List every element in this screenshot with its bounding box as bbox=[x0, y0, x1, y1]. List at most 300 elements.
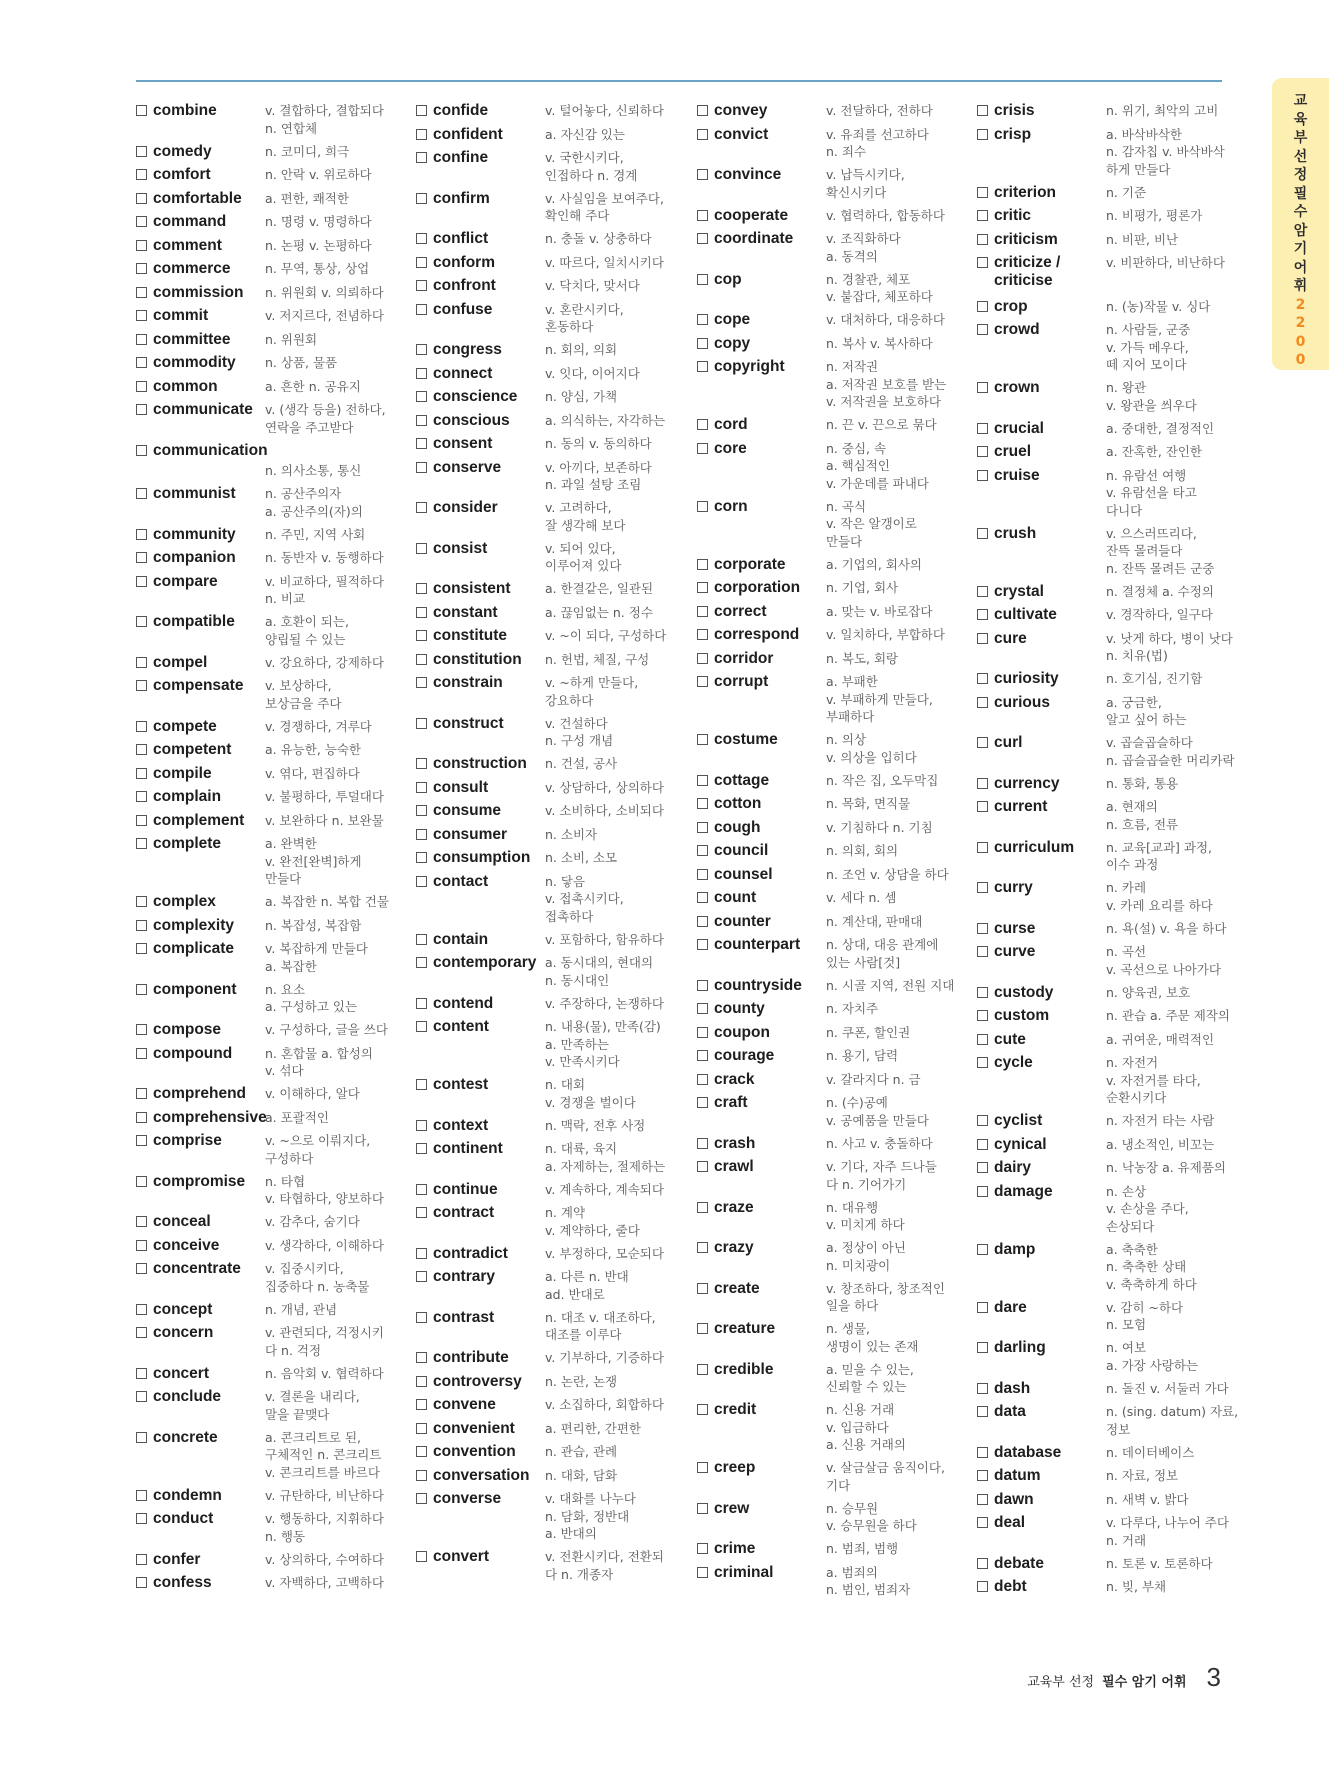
vocab-entry bbox=[136, 765, 414, 783]
checkbox-icon[interactable] bbox=[697, 274, 708, 285]
checkbox-icon[interactable] bbox=[416, 1446, 427, 1457]
vocab-word-wrap bbox=[416, 651, 548, 669]
checkbox-icon[interactable] bbox=[416, 1352, 427, 1363]
vocab-word: commodity bbox=[153, 354, 236, 371]
vocab-word: compromise bbox=[153, 1172, 246, 1190]
checkbox-icon[interactable] bbox=[977, 801, 988, 812]
vocab-word-wrap bbox=[697, 1280, 829, 1298]
checkbox-icon[interactable] bbox=[977, 446, 988, 457]
checkbox-icon[interactable] bbox=[416, 957, 427, 968]
checkbox-icon[interactable] bbox=[416, 233, 427, 244]
vocab-entry bbox=[697, 772, 975, 790]
vocab-entry bbox=[697, 650, 975, 668]
vocab-word: comedy bbox=[153, 142, 212, 160]
checkbox-icon[interactable] bbox=[416, 1493, 427, 1504]
checkbox-icon[interactable] bbox=[136, 1088, 147, 1099]
checkbox-icon[interactable] bbox=[136, 657, 147, 668]
vocab-word-wrap bbox=[136, 940, 268, 958]
checkbox-icon[interactable] bbox=[977, 586, 988, 597]
vocab-word-wrap bbox=[697, 311, 829, 329]
vocab-word-wrap bbox=[416, 1309, 548, 1327]
vocab-definition: a. 궁금한, 알고 싶어 하는 bbox=[1106, 694, 1187, 727]
vocab-entry bbox=[416, 365, 694, 383]
top-rule bbox=[136, 80, 1222, 82]
checkbox-icon[interactable] bbox=[136, 169, 147, 180]
vocab-word-wrap bbox=[977, 184, 1109, 202]
vocab-entry bbox=[136, 307, 414, 325]
vocab-word-wrap bbox=[136, 307, 268, 325]
checkbox-icon[interactable] bbox=[697, 169, 708, 180]
vocab-word-wrap bbox=[416, 1204, 548, 1222]
checkbox-icon[interactable] bbox=[416, 1248, 427, 1259]
checkbox-icon[interactable] bbox=[136, 1024, 147, 1035]
checkbox-icon[interactable] bbox=[977, 1470, 988, 1481]
word-column-4 bbox=[977, 102, 1255, 1602]
checkbox-icon[interactable] bbox=[697, 1202, 708, 1213]
checkbox-icon[interactable] bbox=[977, 105, 988, 116]
vocab-word-wrap bbox=[977, 1555, 1109, 1573]
checkbox-icon[interactable] bbox=[977, 129, 988, 140]
vocab-entry bbox=[416, 388, 694, 406]
checkbox-icon[interactable] bbox=[136, 357, 147, 368]
checkbox-icon[interactable] bbox=[697, 653, 708, 664]
checkbox-icon[interactable] bbox=[697, 1323, 708, 1334]
checkbox-icon[interactable] bbox=[697, 501, 708, 512]
checkbox-icon[interactable] bbox=[697, 338, 708, 349]
checkbox-icon[interactable] bbox=[416, 462, 427, 473]
checkbox-icon[interactable] bbox=[416, 998, 427, 1009]
vocab-definition: n. 무역, 통상, 상업 bbox=[265, 261, 370, 276]
checkbox-icon[interactable] bbox=[697, 869, 708, 880]
checkbox-icon[interactable] bbox=[416, 543, 427, 554]
vocab-entry bbox=[416, 580, 694, 598]
checkbox-icon[interactable] bbox=[136, 488, 147, 499]
checkbox-icon[interactable] bbox=[136, 576, 147, 587]
vocab-entry bbox=[697, 1071, 975, 1089]
vocab-word: copyright bbox=[714, 358, 785, 375]
checkbox-icon[interactable] bbox=[697, 361, 708, 372]
checkbox-icon[interactable] bbox=[136, 1112, 147, 1123]
checkbox-icon[interactable] bbox=[136, 744, 147, 755]
checkbox-icon[interactable] bbox=[977, 1406, 988, 1417]
checkbox-icon[interactable] bbox=[416, 105, 427, 116]
checkbox-icon[interactable] bbox=[977, 1581, 988, 1592]
checkbox-icon[interactable] bbox=[416, 1470, 427, 1481]
vocab-word: debate bbox=[994, 1554, 1044, 1572]
checkbox-icon[interactable] bbox=[416, 502, 427, 513]
checkbox-icon[interactable] bbox=[697, 129, 708, 140]
checkbox-icon[interactable] bbox=[697, 1161, 708, 1172]
vocab-definition: n. 경찰관, 체포 v. 붙잡다, 체포하다 bbox=[826, 271, 933, 304]
vocab-word-wrap bbox=[136, 765, 268, 783]
vocab-word: cynical bbox=[994, 1135, 1047, 1153]
vocab-definition: n. 상품, 물품 bbox=[265, 355, 338, 370]
vocab-word-wrap bbox=[697, 977, 829, 995]
vocab-entry bbox=[136, 166, 414, 184]
checkbox-icon[interactable] bbox=[136, 838, 147, 849]
vocab-word-wrap bbox=[136, 354, 268, 372]
checkbox-icon[interactable] bbox=[977, 324, 988, 335]
checkbox-icon[interactable] bbox=[697, 1027, 708, 1038]
checkbox-icon[interactable] bbox=[697, 798, 708, 809]
checkbox-icon[interactable] bbox=[416, 1376, 427, 1387]
vocab-definition: v. 이해하다, 알다 bbox=[265, 1086, 360, 1101]
checkbox-icon[interactable] bbox=[416, 280, 427, 291]
checkbox-icon[interactable] bbox=[136, 1304, 147, 1315]
vocab-word: counsel bbox=[714, 865, 773, 883]
vocab-entry bbox=[977, 839, 1255, 874]
vocab-word: consent bbox=[433, 435, 493, 452]
vocab-definition: n. 대회 v. 경쟁을 벌이다 bbox=[545, 1077, 636, 1110]
checkbox-icon[interactable] bbox=[416, 654, 427, 665]
checkbox-icon[interactable] bbox=[977, 528, 988, 539]
checkbox-icon[interactable] bbox=[977, 778, 988, 789]
checkbox-icon[interactable] bbox=[697, 822, 708, 833]
checkbox-icon[interactable] bbox=[416, 1271, 427, 1282]
checkbox-icon[interactable] bbox=[697, 105, 708, 116]
vocab-entry bbox=[136, 1510, 414, 1545]
vocab-entry bbox=[416, 1349, 694, 1367]
vocab-entry bbox=[697, 1024, 975, 1042]
checkbox-icon[interactable] bbox=[136, 105, 147, 116]
vocab-word-wrap bbox=[416, 499, 548, 517]
vocab-definition: v. 복잡하게 만들다 a. 복잡한 bbox=[265, 941, 368, 974]
vocab-word-wrap bbox=[697, 603, 829, 621]
vocab-word: convert bbox=[433, 1548, 489, 1565]
checkbox-icon[interactable] bbox=[977, 470, 988, 481]
checkbox-icon[interactable] bbox=[416, 304, 427, 315]
vocab-word: congress bbox=[433, 341, 502, 358]
vocab-word: crack bbox=[714, 1070, 755, 1088]
checkbox-icon[interactable] bbox=[416, 1021, 427, 1032]
vocab-definition: v. 자백하다, 고백하다 bbox=[265, 1575, 384, 1590]
vocab-definition: n. 비평가, 평론가 bbox=[1106, 208, 1203, 223]
checkbox-icon[interactable] bbox=[416, 438, 427, 449]
checkbox-icon[interactable] bbox=[136, 1432, 147, 1443]
vocab-word-wrap bbox=[136, 835, 268, 853]
vocab-word: comment bbox=[153, 236, 222, 254]
checkbox-icon[interactable] bbox=[416, 344, 427, 355]
checkbox-icon[interactable] bbox=[416, 1423, 427, 1434]
checkbox-icon[interactable] bbox=[697, 559, 708, 570]
vocab-definition: n. 자치주 bbox=[826, 1001, 879, 1016]
checkbox-icon[interactable] bbox=[697, 314, 708, 325]
vocab-definition: n. 소비자 bbox=[545, 826, 598, 842]
checkbox-icon[interactable] bbox=[136, 146, 147, 157]
checkbox-icon[interactable] bbox=[416, 852, 427, 863]
vocab-definition: a. 완벽한 v. 완전[완벽]하게 만들다 bbox=[265, 836, 362, 886]
checkbox-icon[interactable] bbox=[977, 1447, 988, 1458]
checkbox-icon[interactable] bbox=[977, 210, 988, 221]
checkbox-icon[interactable] bbox=[416, 193, 427, 204]
checkbox-icon[interactable] bbox=[977, 737, 988, 748]
checkbox-icon[interactable] bbox=[416, 391, 427, 402]
checkbox-icon[interactable] bbox=[136, 896, 147, 907]
checkbox-icon[interactable] bbox=[136, 768, 147, 779]
checkbox-icon[interactable] bbox=[416, 368, 427, 379]
side-tab bbox=[1272, 78, 1329, 370]
checkbox-icon[interactable] bbox=[977, 1342, 988, 1353]
checkbox-icon[interactable] bbox=[136, 616, 147, 627]
checkbox-icon[interactable] bbox=[977, 423, 988, 434]
checkbox-icon[interactable] bbox=[697, 1097, 708, 1108]
checkbox-icon[interactable] bbox=[697, 1404, 708, 1415]
checkbox-icon[interactable] bbox=[977, 842, 988, 853]
vocab-word-wrap bbox=[697, 166, 829, 184]
checkbox-icon[interactable] bbox=[136, 1490, 147, 1501]
checkbox-icon[interactable] bbox=[697, 629, 708, 640]
checkbox-icon[interactable] bbox=[697, 1567, 708, 1578]
checkbox-icon[interactable] bbox=[136, 552, 147, 563]
vocab-word-wrap bbox=[416, 1396, 548, 1414]
checkbox-icon[interactable] bbox=[416, 805, 427, 816]
checkbox-icon[interactable] bbox=[977, 1494, 988, 1505]
vocab-entry bbox=[136, 917, 414, 935]
checkbox-icon[interactable] bbox=[136, 791, 147, 802]
checkbox-icon[interactable] bbox=[697, 443, 708, 454]
checkbox-icon[interactable] bbox=[697, 1242, 708, 1253]
checkbox-icon[interactable] bbox=[136, 1327, 147, 1338]
checkbox-icon[interactable] bbox=[697, 892, 708, 903]
vocab-word: credible bbox=[714, 1360, 774, 1378]
checkbox-icon[interactable] bbox=[416, 876, 427, 887]
checkbox-icon[interactable] bbox=[977, 301, 988, 312]
vocab-word-wrap bbox=[977, 321, 1109, 339]
checkbox-icon[interactable] bbox=[977, 1186, 988, 1197]
checkbox-icon[interactable] bbox=[977, 1057, 988, 1068]
vocab-entry bbox=[977, 1007, 1255, 1025]
vocab-word-wrap bbox=[977, 1514, 1109, 1532]
vocab-definition: n. 대유행 v. 미치게 하다 bbox=[826, 1199, 905, 1232]
checkbox-icon[interactable] bbox=[977, 673, 988, 684]
vocab-word: component bbox=[153, 980, 237, 998]
checkbox-icon[interactable] bbox=[697, 1138, 708, 1149]
vocab-word: concern bbox=[153, 1324, 214, 1341]
checkbox-icon[interactable] bbox=[136, 381, 147, 392]
checkbox-icon[interactable] bbox=[977, 382, 988, 393]
checkbox-icon[interactable] bbox=[416, 1143, 427, 1154]
vocab-entry bbox=[977, 984, 1255, 1002]
checkbox-icon[interactable] bbox=[977, 987, 988, 998]
vocab-word: cop bbox=[714, 270, 742, 288]
vocab-word: controversy bbox=[433, 1372, 522, 1390]
vocab-definition: a. 흔한 n. 공유지 bbox=[265, 378, 361, 394]
side-tab-text: 교육부 선정 필수 암기 어휘 bbox=[1293, 93, 1308, 294]
vocab-entry bbox=[136, 1429, 414, 1482]
checkbox-icon[interactable] bbox=[977, 1517, 988, 1528]
checkbox-icon[interactable] bbox=[136, 1240, 147, 1251]
checkbox-icon[interactable] bbox=[416, 607, 427, 618]
vocab-entry bbox=[136, 378, 414, 396]
checkbox-icon[interactable] bbox=[416, 152, 427, 163]
checkbox-icon[interactable] bbox=[697, 1364, 708, 1375]
vocab-entry bbox=[697, 230, 975, 265]
vocab-word: compel bbox=[153, 653, 208, 671]
checkbox-icon[interactable] bbox=[977, 234, 988, 245]
checkbox-icon[interactable] bbox=[136, 1048, 147, 1059]
checkbox-icon[interactable] bbox=[977, 697, 988, 708]
checkbox-icon[interactable] bbox=[136, 1368, 147, 1379]
vocab-definition: v. 비판하다, 비난하다 bbox=[1106, 255, 1225, 270]
checkbox-icon[interactable] bbox=[977, 1034, 988, 1045]
vocab-word-wrap bbox=[416, 126, 548, 144]
checkbox-icon[interactable] bbox=[136, 1554, 147, 1565]
checkbox-icon[interactable] bbox=[697, 1462, 708, 1473]
checkbox-icon[interactable] bbox=[136, 334, 147, 345]
checkbox-icon[interactable] bbox=[697, 916, 708, 927]
checkbox-icon[interactable] bbox=[136, 1513, 147, 1524]
checkbox-icon[interactable] bbox=[416, 1079, 427, 1090]
checkbox-icon[interactable] bbox=[416, 718, 427, 729]
checkbox-icon[interactable] bbox=[416, 677, 427, 688]
vocab-word-wrap bbox=[416, 388, 548, 406]
vocab-word: creature bbox=[714, 1320, 776, 1337]
vocab-word: critic bbox=[994, 207, 1032, 224]
checkbox-icon[interactable] bbox=[697, 1543, 708, 1554]
checkbox-icon[interactable] bbox=[136, 287, 147, 298]
checkbox-icon[interactable] bbox=[697, 606, 708, 617]
checkbox-icon[interactable] bbox=[697, 1050, 708, 1061]
checkbox-icon[interactable] bbox=[697, 582, 708, 593]
vocab-definition: n. 저작권 a. 저작권 보호를 받는 v. 저작권을 보호하다 bbox=[826, 359, 947, 409]
checkbox-icon[interactable] bbox=[977, 633, 988, 644]
vocab-word-wrap bbox=[977, 1444, 1109, 1462]
checkbox-icon[interactable] bbox=[136, 310, 147, 321]
checkbox-icon[interactable] bbox=[977, 1558, 988, 1569]
checkbox-icon[interactable] bbox=[697, 1074, 708, 1085]
vocab-definition: n. 대화, 담화 bbox=[545, 1467, 618, 1483]
checkbox-icon[interactable] bbox=[136, 943, 147, 954]
checkbox-icon[interactable] bbox=[416, 415, 427, 426]
vocab-entry bbox=[697, 1564, 975, 1599]
checkbox-icon[interactable] bbox=[697, 1283, 708, 1294]
checkbox-icon[interactable] bbox=[136, 984, 147, 995]
vocab-word: currency bbox=[994, 774, 1060, 792]
vocab-word-wrap bbox=[697, 1135, 829, 1153]
checkbox-icon[interactable] bbox=[416, 257, 427, 268]
checkbox-icon[interactable] bbox=[697, 734, 708, 745]
checkbox-icon[interactable] bbox=[697, 1003, 708, 1014]
checkbox-icon[interactable] bbox=[977, 923, 988, 934]
checkbox-icon[interactable] bbox=[697, 1503, 708, 1514]
checkbox-icon[interactable] bbox=[977, 257, 988, 268]
checkbox-icon[interactable] bbox=[136, 404, 147, 415]
vocab-definition: v. 사실임을 보여주다, 확인해 주다 bbox=[545, 190, 664, 223]
checkbox-icon[interactable] bbox=[977, 609, 988, 620]
page-number: 3 bbox=[1206, 1662, 1221, 1692]
checkbox-icon[interactable] bbox=[136, 815, 147, 826]
checkbox-icon[interactable] bbox=[977, 1302, 988, 1313]
vocab-definition: v. 낫게 하다, 병이 낫다 n. 치유(법) bbox=[1106, 630, 1233, 663]
checkbox-icon[interactable] bbox=[416, 829, 427, 840]
vocab-word-wrap bbox=[977, 298, 1109, 316]
vocab-word-wrap bbox=[697, 673, 829, 691]
checkbox-icon[interactable] bbox=[416, 758, 427, 769]
vocab-definition: a. 복잡한 n. 복합 건물 bbox=[265, 894, 389, 909]
checkbox-icon[interactable] bbox=[136, 529, 147, 540]
vocab-entry bbox=[977, 583, 1255, 601]
checkbox-icon[interactable] bbox=[416, 1312, 427, 1323]
checkbox-icon[interactable] bbox=[977, 1383, 988, 1394]
checkbox-icon[interactable] bbox=[416, 1551, 427, 1562]
vocab-definition: v. 생각하다, 이해하다 bbox=[265, 1237, 384, 1253]
checkbox-icon[interactable] bbox=[697, 676, 708, 687]
checkbox-icon[interactable] bbox=[416, 934, 427, 945]
checkbox-icon[interactable] bbox=[977, 882, 988, 893]
checkbox-icon[interactable] bbox=[416, 1120, 427, 1131]
checkbox-icon[interactable] bbox=[136, 1176, 147, 1187]
checkbox-icon[interactable] bbox=[697, 775, 708, 786]
checkbox-icon[interactable] bbox=[136, 920, 147, 931]
vocab-entry bbox=[416, 651, 694, 669]
checkbox-icon[interactable] bbox=[977, 1139, 988, 1150]
checkbox-icon[interactable] bbox=[136, 1577, 147, 1588]
vocab-word-wrap bbox=[416, 802, 548, 820]
checkbox-icon[interactable] bbox=[136, 1263, 147, 1274]
vocab-definition: a. 자신감 있는 bbox=[545, 126, 625, 142]
checkbox-icon[interactable] bbox=[697, 210, 708, 221]
vocab-word-wrap bbox=[416, 254, 548, 272]
vocab-word-wrap bbox=[697, 335, 829, 353]
checkbox-icon[interactable] bbox=[416, 1399, 427, 1410]
checkbox-icon[interactable] bbox=[136, 1216, 147, 1227]
vocab-word-wrap bbox=[416, 1467, 548, 1485]
checkbox-icon[interactable] bbox=[136, 680, 147, 691]
checkbox-icon[interactable] bbox=[977, 1115, 988, 1126]
vocab-word: debt bbox=[994, 1578, 1027, 1595]
checkbox-icon[interactable] bbox=[697, 980, 708, 991]
checkbox-icon[interactable] bbox=[977, 1010, 988, 1021]
vocab-entry bbox=[136, 812, 414, 830]
checkbox-icon[interactable] bbox=[977, 187, 988, 198]
checkbox-icon[interactable] bbox=[416, 630, 427, 641]
checkbox-icon[interactable] bbox=[136, 193, 147, 204]
checkbox-icon[interactable] bbox=[136, 1135, 147, 1146]
checkbox-icon[interactable] bbox=[697, 233, 708, 244]
vocab-word: criticism bbox=[994, 230, 1058, 248]
checkbox-icon[interactable] bbox=[697, 845, 708, 856]
checkbox-icon[interactable] bbox=[136, 721, 147, 732]
checkbox-icon[interactable] bbox=[416, 1184, 427, 1195]
vocab-word-wrap bbox=[136, 1429, 268, 1447]
vocab-word-wrap bbox=[416, 1420, 548, 1438]
checkbox-icon[interactable] bbox=[697, 419, 708, 430]
vocab-entry bbox=[416, 849, 694, 867]
checkbox-icon[interactable] bbox=[136, 240, 147, 251]
checkbox-icon[interactable] bbox=[416, 782, 427, 793]
checkbox-icon[interactable] bbox=[416, 1207, 427, 1218]
checkbox-icon[interactable] bbox=[136, 216, 147, 227]
checkbox-icon[interactable] bbox=[416, 129, 427, 140]
vocab-word-wrap bbox=[136, 1132, 268, 1150]
checkbox-icon[interactable] bbox=[416, 583, 427, 594]
vocab-word-wrap bbox=[416, 1181, 548, 1199]
vocab-definition: v. 경작하다, 일구다 bbox=[1106, 607, 1213, 622]
vocab-word-wrap bbox=[697, 271, 829, 289]
checkbox-icon[interactable] bbox=[136, 263, 147, 274]
vocab-entry bbox=[136, 1213, 414, 1231]
vocab-word-wrap bbox=[697, 626, 829, 644]
checkbox-icon[interactable] bbox=[977, 1162, 988, 1173]
vocab-word-wrap bbox=[977, 1491, 1109, 1509]
checkbox-icon[interactable] bbox=[977, 1244, 988, 1255]
vocab-word-wrap bbox=[416, 190, 548, 208]
vocab-word: consume bbox=[433, 802, 502, 819]
checkbox-icon[interactable] bbox=[136, 445, 147, 456]
checkbox-icon[interactable] bbox=[697, 939, 708, 950]
checkbox-icon[interactable] bbox=[136, 1391, 147, 1402]
checkbox-icon[interactable] bbox=[977, 946, 988, 957]
